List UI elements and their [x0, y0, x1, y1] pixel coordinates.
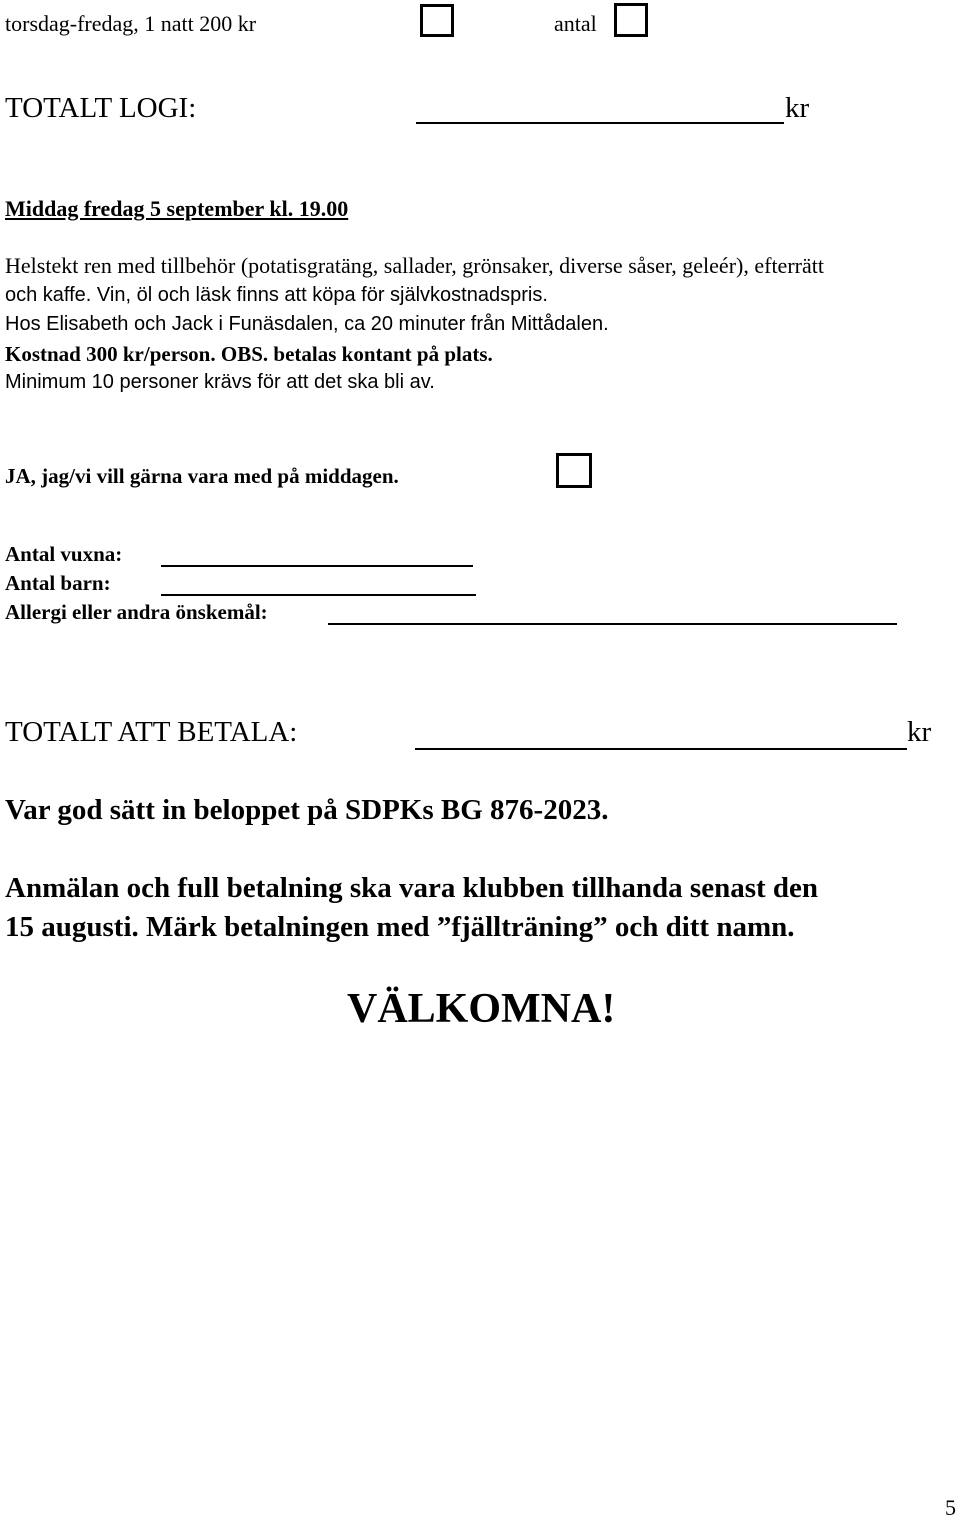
lodging-count-label: antal [554, 11, 597, 36]
dinner-heading: Middag fredag 5 september kl. 19.00 [5, 196, 349, 221]
lodging-count-checkbox[interactable] [614, 3, 648, 37]
lodging-thu-fri-label: torsdag-fredag, 1 natt 200 kr [5, 11, 257, 36]
page-number: 5 [945, 1495, 956, 1520]
payment-deadline-line1: Anmälan och full betalning ska vara klubben tillhanda senast den [5, 872, 819, 904]
payment-total-label: TOTALT ATT BETALA: [5, 716, 298, 748]
dinner-yes-checkbox[interactable] [556, 453, 592, 488]
payment-total-field[interactable] [415, 748, 907, 750]
welcome-heading: VÄLKOMNA! [347, 986, 616, 1032]
dinner-minimum: Minimum 10 personer krävs för att det ska bli av. [5, 371, 435, 393]
payment-deadline-line2: 15 augusti. Märk betalningen med ”fjällträning” och ditt namn. [5, 911, 795, 943]
lodging-thu-fri-checkbox[interactable] [420, 4, 454, 37]
dinner-adults-label: Antal vuxna: [5, 542, 123, 566]
dinner-allergy-field[interactable] [328, 623, 897, 625]
dinner-children-label: Antal barn: [5, 571, 111, 595]
payment-bankgiro: Var god sätt in beloppet på SDPKs BG 876-2023. [5, 794, 609, 826]
lodging-total-currency: kr [785, 92, 810, 124]
lodging-total-label: TOTALT LOGI: [5, 92, 197, 124]
dinner-cost: Kostnad 300 kr/person. OBS. betalas kontant på plats. [5, 342, 493, 366]
dinner-menu-line2: och kaffe. Vin, öl och läsk finns att köpa för självkostnadspris. [5, 284, 548, 306]
payment-total-currency: kr [907, 716, 932, 748]
lodging-total-field[interactable] [416, 122, 784, 124]
dinner-menu-line1: Helstekt ren med tillbehör (potatisgratäng, sallader, grönsaker, diverse såser, geleér), efterrätt [5, 253, 824, 278]
dinner-location: Hos Elisabeth och Jack i Funäsdalen, ca 20 minuter från Mittådalen. [5, 313, 609, 335]
dinner-adults-field[interactable] [161, 565, 473, 567]
dinner-allergy-label: Allergi eller andra önskemål: [5, 600, 268, 624]
dinner-children-field[interactable] [161, 594, 476, 596]
dinner-yes-label: JA, jag/vi vill gärna vara med på middagen. [5, 464, 399, 488]
